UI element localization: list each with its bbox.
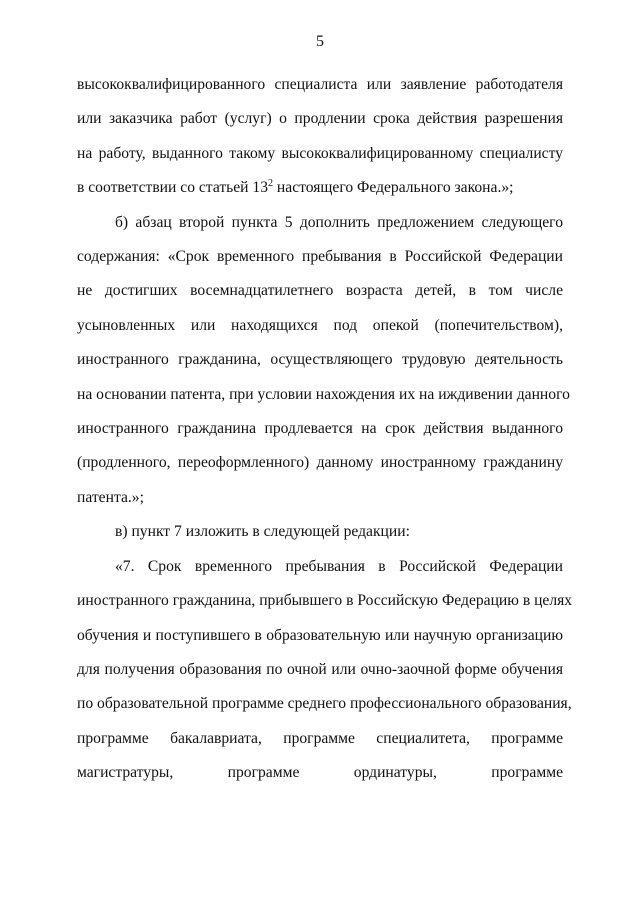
- text-line: обучения и поступившего в образовательную или научную организацию: [77, 626, 563, 644]
- text-fragment: в соответствии со статьей 13: [77, 179, 269, 197]
- document-body: [77, 68, 573, 791]
- text-line: содержания: «Срок временного пребывания в Российской Федерации: [77, 248, 563, 266]
- text-line: [77, 171, 563, 205]
- paragraph-3: [77, 515, 563, 549]
- text-line: на основании патента, при условии нахождения их на иждивении данного: [77, 385, 570, 403]
- page-number: 5: [316, 33, 324, 50]
- text-line: не достигших восемнадцатилетнего возраста детей, в том числе: [77, 282, 563, 300]
- text-line: программе бакалавриата, программе специалитета, программе: [77, 729, 563, 747]
- text-line: «7. Срок временного пребывания в Российской Федерации: [115, 557, 563, 575]
- text-line: усыновленных или находящихся под опекой (попечительством),: [77, 316, 563, 334]
- text-line: патента.»;: [77, 488, 144, 506]
- text-fragment: настоящего Федерального закона.»;: [273, 179, 514, 197]
- paragraph-2: [77, 206, 570, 516]
- text-line: магистратуры, программе ординатуры, программе: [77, 764, 563, 782]
- superscript: 2: [268, 178, 274, 190]
- paragraph-4: [77, 550, 573, 791]
- text-line: для получения образования по очной или очно-заочной форме обучения: [77, 660, 563, 678]
- paragraph-1: [77, 68, 563, 206]
- text-line: в) пункт 7 изложить в следующей редакции:: [115, 523, 410, 541]
- text-line: на работу, выданного такому высококвалифицированному специалисту: [77, 144, 563, 162]
- text-line: иностранного гражданина, осуществляющего трудовую деятельность: [77, 351, 563, 369]
- text-line: иностранного гражданина продлевается на срок действия выданного: [77, 420, 563, 438]
- text-line: (продленного, переоформленного) данному иностранному гражданину: [77, 454, 563, 472]
- text-line: высококвалифицированного специалиста или заявление работодателя: [77, 76, 563, 93]
- text-line: иностранного гражданина, прибывшего в Российскую Федерацию в целях: [77, 592, 573, 610]
- text-line: или заказчика работ (услуг) о продлении срока действия разрешения: [77, 110, 563, 128]
- text-line: по образовательной программе среднего профессионального образования,: [77, 695, 572, 713]
- text-line: б) абзац второй пункта 5 дополнить предложением следующего: [115, 213, 563, 231]
